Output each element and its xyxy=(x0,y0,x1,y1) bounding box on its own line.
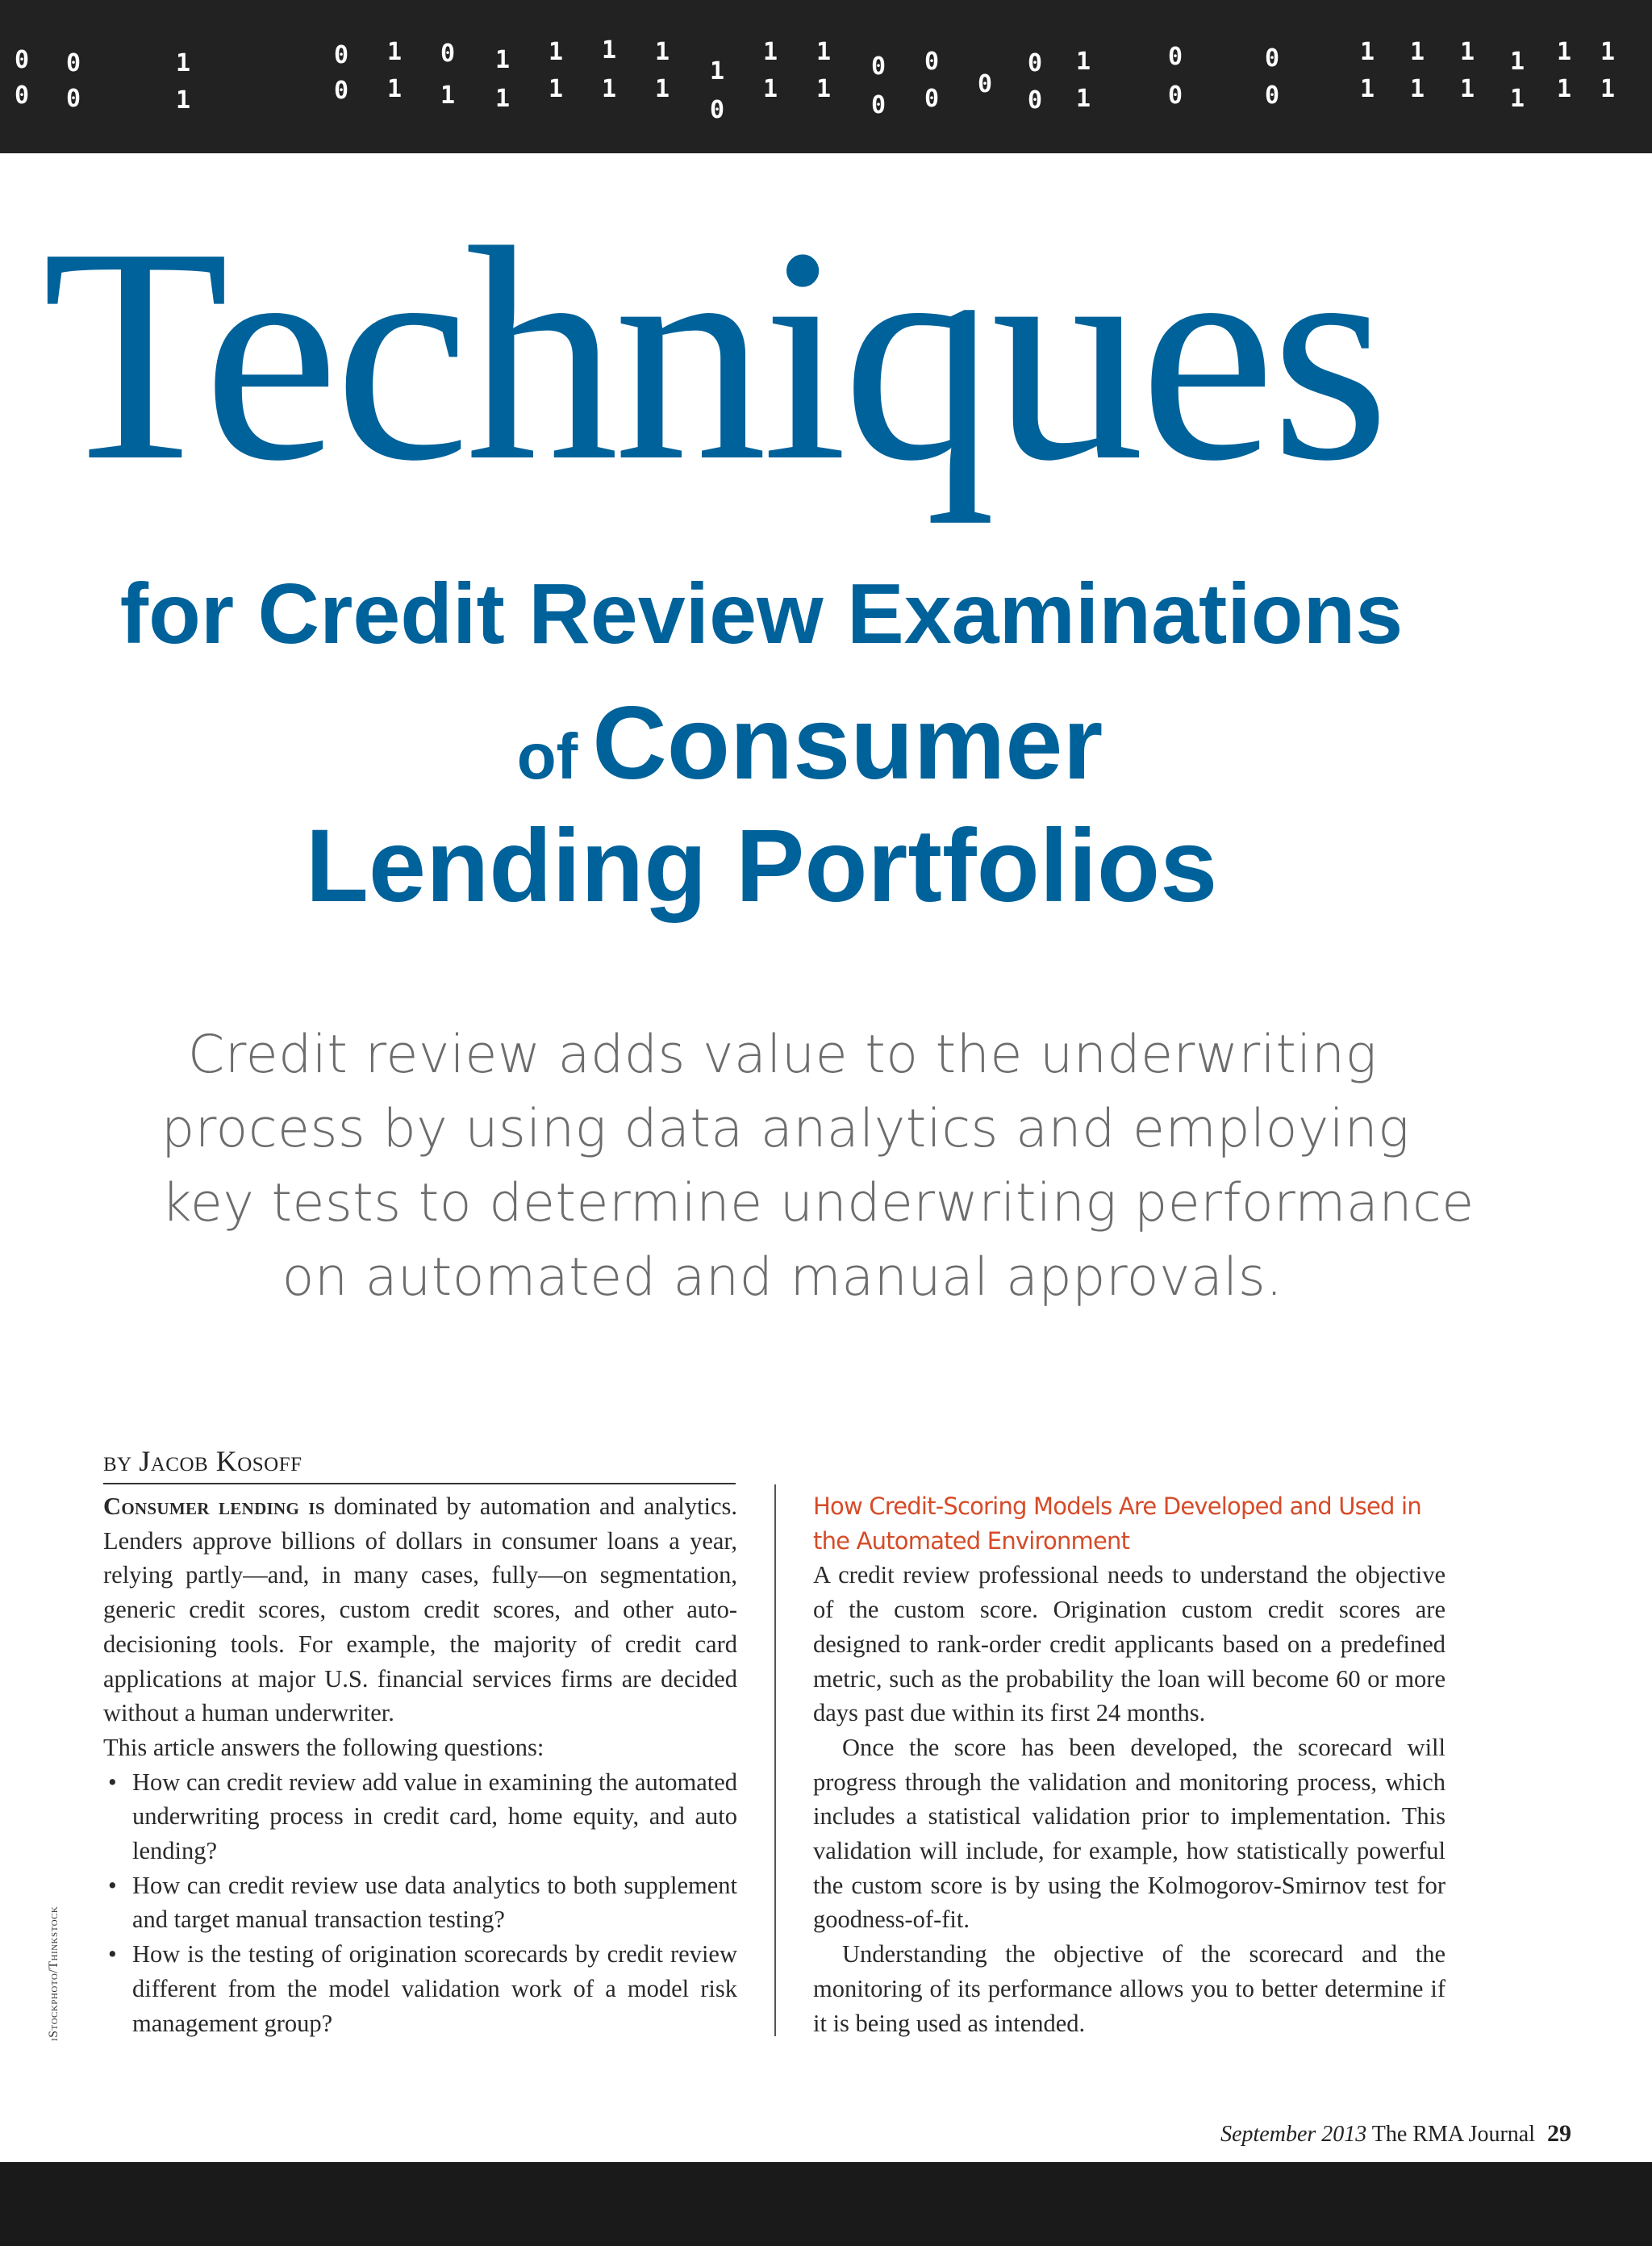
binary-header-band xyxy=(0,0,1652,153)
right-column xyxy=(813,1489,1446,2040)
binary-digit: 0 xyxy=(1028,49,1043,77)
list-item: • How can credit review add value in examining the automated underwriting process in credit card, home equity, and auto lending? xyxy=(103,1765,737,1868)
binary-digit: 1 xyxy=(1076,85,1091,113)
binary-digit: 1 xyxy=(1600,38,1616,66)
binary-digit: 0 xyxy=(710,96,725,124)
binary-digit: 1 xyxy=(1460,38,1475,66)
binary-digit: 0 xyxy=(1168,81,1183,110)
column-divider xyxy=(774,1484,776,2036)
binary-digit: 0 xyxy=(15,46,30,74)
binary-digit: 1 xyxy=(1557,38,1572,66)
binary-digit: 1 xyxy=(1360,75,1375,103)
binary-digit: 1 xyxy=(495,85,511,113)
binary-digit: 1 xyxy=(816,75,832,103)
binary-digit: 0 xyxy=(978,70,993,98)
binary-digit: 0 xyxy=(871,52,886,81)
binary-digit: 0 xyxy=(15,81,30,110)
binary-digit: 1 xyxy=(176,86,191,115)
binary-digit: 1 xyxy=(1510,48,1525,76)
binary-digit: 1 xyxy=(1460,75,1475,103)
binary-digit: 0 xyxy=(1028,86,1043,115)
binary-digit: 0 xyxy=(334,41,349,69)
binary-digit: 1 xyxy=(387,38,403,66)
binary-digit: 1 xyxy=(549,38,564,66)
page-number: 29 xyxy=(1547,2120,1571,2147)
binary-digit: 0 xyxy=(1168,43,1183,71)
binary-digit: 0 xyxy=(1265,81,1280,110)
binary-digit: 1 xyxy=(1600,75,1616,103)
binary-digit: 1 xyxy=(655,75,670,103)
subtitle-consumer-word: Consumer xyxy=(592,686,1103,801)
binary-digit: 0 xyxy=(871,91,886,119)
dek-line: process by using data analytics and employing xyxy=(161,1099,1410,1159)
binary-digit: 1 xyxy=(549,75,564,103)
questions-list xyxy=(103,1765,737,2041)
paragraph-text: dominated by automation and analytics. Lenders approve billions of dollars in consumer loans a year, relying partly—and, in many cases, fully—on segmentation, generic credit scores, custom credit scores, and other auto-decisioning tools. For example, the majority of credit card applications at major U.S. financial services firms are decided without a human underwriter. xyxy=(103,1492,737,1727)
list-item: • How can credit review use data analytics to both supplement and target manual transaction testing? xyxy=(103,1868,737,1937)
binary-digit: 0 xyxy=(66,85,81,113)
body-paragraph: Understanding the objective of the scorecard and the monitoring of its performance allows you to better determine if it is being used as intended. xyxy=(813,1940,1446,2037)
article-subtitle-line-2 xyxy=(0,686,1636,801)
binary-digit: 1 xyxy=(816,38,832,66)
body-paragraph xyxy=(103,1489,737,1730)
publication-name: The RMA Journal xyxy=(1371,2122,1535,2147)
issue-date: September 2013 xyxy=(1220,2122,1367,2147)
binary-digit: 1 xyxy=(763,75,778,103)
dek-line: Credit review adds value to the underwriting xyxy=(187,1025,1378,1085)
dek-line: on automated and manual approvals. xyxy=(282,1247,1283,1308)
article-dek xyxy=(161,1018,1475,1315)
lead-in: Consumer lending is xyxy=(103,1492,325,1520)
binary-digit: 1 xyxy=(1410,75,1425,103)
binary-digit: 1 xyxy=(602,36,617,65)
binary-digit: 1 xyxy=(176,49,191,77)
binary-digit: 0 xyxy=(66,49,81,77)
body-paragraph: Once the score has been developed, the scorecard will progress through the validation and monitoring process, which includes a statistical validation prior to implementation. This validation will include, for example, how statistically powerful the custom score is by using the Kolmogorov-Smirnov test for goodness-of-fit. xyxy=(813,1733,1446,1934)
list-item: • How is the testing of origination scorecards by credit review different from the model validation work of a model risk management group? xyxy=(103,1937,737,2040)
binary-digit: 1 xyxy=(1410,38,1425,66)
binary-digit: 1 xyxy=(440,81,456,110)
binary-digit: 1 xyxy=(1557,75,1572,103)
binary-digit: 1 xyxy=(763,38,778,66)
article-title: Techniques xyxy=(42,185,1386,524)
article-subtitle-line-3: Lending Portfolios xyxy=(305,808,1218,924)
body-paragraph: This article answers the following questions: xyxy=(103,1733,544,1761)
binary-digit: 1 xyxy=(1510,85,1525,113)
binary-digit: 1 xyxy=(710,57,725,86)
binary-digit: 1 xyxy=(655,38,670,66)
binary-digit: 0 xyxy=(924,85,940,113)
article-subtitle-line-1: for Credit Review Examinations xyxy=(119,566,1404,662)
dek-line: key tests to determine underwriting performance xyxy=(161,1173,1475,1234)
binary-digit: 1 xyxy=(495,46,511,74)
binary-digit: 1 xyxy=(1076,48,1091,76)
body-paragraph: A credit review professional needs to understand the objective of the custom score. Origination custom credit scores are designed to rank-order credit applicants based on a predefined metric, such as the probability the loan will become 60 or more days past due within its first 24 months. xyxy=(813,1561,1446,1727)
binary-digit: 0 xyxy=(440,40,456,68)
binary-digit: 0 xyxy=(334,77,349,105)
byline-prefix: by xyxy=(103,1445,132,1477)
left-column xyxy=(103,1489,737,2040)
binary-digit: 0 xyxy=(1265,44,1280,73)
page-footer xyxy=(1220,2120,1571,2148)
byline-author: Jacob Kosoff xyxy=(139,1445,302,1477)
byline xyxy=(103,1444,736,1484)
photo-credit: iStockphoto/Thinkstock xyxy=(47,1906,60,2041)
binary-digit: 0 xyxy=(924,48,940,76)
footer-band xyxy=(0,2162,1652,2246)
section-subhead: How Credit-Scoring Models Are Developed and Used in the Automated Environment xyxy=(813,1492,1421,1555)
binary-digit: 1 xyxy=(387,75,403,103)
binary-digit: 1 xyxy=(1360,38,1375,66)
binary-digit: 1 xyxy=(602,75,617,103)
subtitle-of-word: of xyxy=(516,720,578,792)
